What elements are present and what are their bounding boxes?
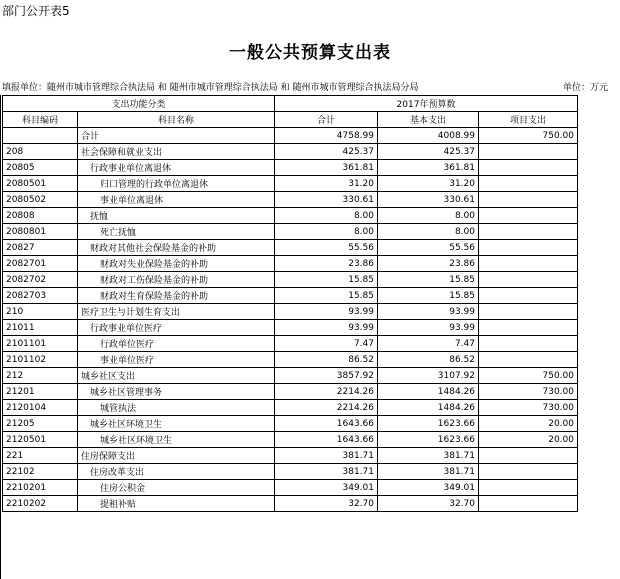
row-total: 7.47 (275, 336, 378, 352)
row-total: 55.56 (275, 240, 378, 256)
row-project (479, 160, 578, 176)
row-code: 2120104 (3, 400, 78, 416)
row-name: 城管执法 (78, 400, 275, 416)
row-code: 210 (3, 304, 78, 320)
row-code: 221 (3, 448, 78, 464)
table-row (3, 128, 608, 144)
row-code: 2120501 (3, 432, 78, 448)
row-name: 提租补贴 (78, 496, 275, 512)
currency-unit: 单位：万元 (562, 83, 608, 93)
table-row (3, 496, 608, 512)
row-code: 2210202 (3, 496, 78, 512)
row-basic: 1623.66 (378, 416, 479, 432)
table-row (3, 160, 608, 176)
row-basic: 1623.66 (378, 432, 479, 448)
row-project (479, 208, 578, 224)
row-total: 86.52 (275, 352, 378, 368)
row-code: 20827 (3, 240, 78, 256)
row-total: 349.01 (275, 480, 378, 496)
row-project: 730.00 (479, 400, 578, 416)
row-code: 20805 (3, 160, 78, 176)
table-row (3, 448, 608, 464)
row-total: 23.86 (275, 256, 378, 272)
row-code: 2080501 (3, 176, 78, 192)
row-project (479, 288, 578, 304)
page-title: 一般公共预算支出表 (229, 43, 391, 63)
row-basic: 3107.92 (378, 368, 479, 384)
row-code: 2082701 (3, 256, 78, 272)
row-name: 社会保障和就业支出 (78, 144, 275, 160)
row-code: 21201 (3, 384, 78, 400)
row-basic: 55.56 (378, 240, 479, 256)
row-total: 381.71 (275, 448, 378, 464)
row-code: 2101102 (3, 352, 78, 368)
row-total: 93.99 (275, 304, 378, 320)
row-total: 361.81 (275, 160, 378, 176)
row-basic: 361.81 (378, 160, 479, 176)
row-name: 死亡抚恤 (78, 224, 275, 240)
row-total: 425.37 (275, 144, 378, 160)
header-project: 项目支出 (479, 112, 578, 128)
row-basic: 23.86 (378, 256, 479, 272)
column-header-row (3, 112, 608, 128)
row-basic: 381.71 (378, 448, 479, 464)
row-project (479, 144, 578, 160)
row-total: 381.71 (275, 464, 378, 480)
row-basic: 425.37 (378, 144, 479, 160)
row-total: 31.20 (275, 176, 378, 192)
row-project: 20.00 (479, 432, 578, 448)
row-name: 事业单位离退休 (78, 192, 275, 208)
table-row (3, 480, 608, 496)
row-basic: 349.01 (378, 480, 479, 496)
table-row (3, 416, 608, 432)
row-name: 行政单位医疗 (78, 336, 275, 352)
row-project (479, 240, 578, 256)
row-code: 2101101 (3, 336, 78, 352)
row-project (479, 320, 578, 336)
row-code: 20808 (3, 208, 78, 224)
row-total: 93.99 (275, 320, 378, 336)
row-basic: 8.00 (378, 224, 479, 240)
row-basic: 1484.26 (378, 384, 479, 400)
row-name: 归口管理的行政单位离退休 (78, 176, 275, 192)
row-name: 事业单位医疗 (78, 352, 275, 368)
row-project: 750.00 (479, 368, 578, 384)
row-name: 城乡社区管理事务 (78, 384, 275, 400)
row-name: 城乡社区环境卫生 (78, 416, 275, 432)
row-name: 财政对其他社会保险基金的补助 (78, 240, 275, 256)
row-basic: 330.61 (378, 192, 479, 208)
row-project (479, 352, 578, 368)
row-name: 财政对工伤保险基金的补助 (78, 272, 275, 288)
sheet-left-border (0, 95, 1, 579)
table-row (3, 352, 608, 368)
group-header-row (3, 96, 608, 112)
row-name: 行政事业单位医疗 (78, 320, 275, 336)
reporting-unit: 填报单位：随州市城市管理综合执法局 和 随州市城市管理综合执法局 和 随州市城市管理综合执法局分局 (2, 83, 419, 93)
row-basic: 32.70 (378, 496, 479, 512)
header-code: 科目编码 (3, 112, 78, 128)
row-total: 15.85 (275, 288, 378, 304)
row-name: 城乡社区支出 (78, 368, 275, 384)
row-code: 2080502 (3, 192, 78, 208)
row-code: 2082702 (3, 272, 78, 288)
row-total: 2214.26 (275, 384, 378, 400)
table-row (3, 320, 608, 336)
header-budget-year: 2017年预算数 (275, 96, 578, 112)
row-project (479, 304, 578, 320)
table-row (3, 144, 608, 160)
row-name: 住房改革支出 (78, 464, 275, 480)
row-name: 医疗卫生与计划生育支出 (78, 304, 275, 320)
row-name: 城乡社区环境卫生 (78, 432, 275, 448)
row-basic: 4008.99 (378, 128, 479, 144)
row-project (479, 272, 578, 288)
row-project (479, 176, 578, 192)
page-label: 部门公开表5 (2, 4, 70, 18)
row-total: 8.00 (275, 224, 378, 240)
header-basic: 基本支出 (378, 112, 479, 128)
table-row (3, 176, 608, 192)
row-total: 2214.26 (275, 400, 378, 416)
table-row (3, 192, 608, 208)
row-basic: 15.85 (378, 288, 479, 304)
row-basic: 93.99 (378, 304, 479, 320)
row-project (479, 192, 578, 208)
row-project (479, 464, 578, 480)
table-row (3, 400, 608, 416)
row-basic: 31.20 (378, 176, 479, 192)
unit-line (2, 80, 608, 93)
table-row (3, 224, 608, 240)
row-code: 21205 (3, 416, 78, 432)
header-name: 科目名称 (78, 112, 275, 128)
row-basic: 15.85 (378, 272, 479, 288)
row-project (479, 480, 578, 496)
row-total: 330.61 (275, 192, 378, 208)
row-name: 财政对生育保险基金的补助 (78, 288, 275, 304)
table-row (3, 240, 608, 256)
row-total: 32.70 (275, 496, 378, 512)
table-row (3, 256, 608, 272)
row-basic: 7.47 (378, 336, 479, 352)
row-name: 财政对失业保险基金的补助 (78, 256, 275, 272)
row-code: 2080801 (3, 224, 78, 240)
table-row (3, 304, 608, 320)
header-function-class: 支出功能分类 (3, 96, 275, 112)
row-name: 行政事业单位离退休 (78, 160, 275, 176)
row-basic: 381.71 (378, 464, 479, 480)
row-code: 208 (3, 144, 78, 160)
row-name: 住房保障支出 (78, 448, 275, 464)
table-row (3, 208, 608, 224)
row-code: 212 (3, 368, 78, 384)
row-code (3, 128, 78, 144)
row-code: 2210201 (3, 480, 78, 496)
budget-table (2, 95, 608, 512)
row-project: 750.00 (479, 128, 578, 144)
row-total: 15.85 (275, 272, 378, 288)
row-basic: 1484.26 (378, 400, 479, 416)
header-total: 合计 (275, 112, 378, 128)
row-code: 22102 (3, 464, 78, 480)
row-basic: 8.00 (378, 208, 479, 224)
row-total: 3857.92 (275, 368, 378, 384)
row-basic: 86.52 (378, 352, 479, 368)
row-project: 730.00 (479, 384, 578, 400)
row-total: 4758.99 (275, 128, 378, 144)
row-code: 21011 (3, 320, 78, 336)
table-row (3, 432, 608, 448)
row-basic: 93.99 (378, 320, 479, 336)
row-project (479, 256, 578, 272)
row-name: 合计 (78, 128, 275, 144)
table-row (3, 272, 608, 288)
row-project (479, 496, 578, 512)
row-code: 2082703 (3, 288, 78, 304)
row-name: 住房公积金 (78, 480, 275, 496)
row-total: 1643.66 (275, 416, 378, 432)
table-row (3, 336, 608, 352)
table-row (3, 384, 608, 400)
row-project (479, 224, 578, 240)
table-row (3, 288, 608, 304)
row-name: 抚恤 (78, 208, 275, 224)
row-project (479, 448, 578, 464)
row-total: 8.00 (275, 208, 378, 224)
table-row (3, 464, 608, 480)
row-project (479, 336, 578, 352)
table-row (3, 368, 608, 384)
row-project: 20.00 (479, 416, 578, 432)
row-total: 1643.66 (275, 432, 378, 448)
